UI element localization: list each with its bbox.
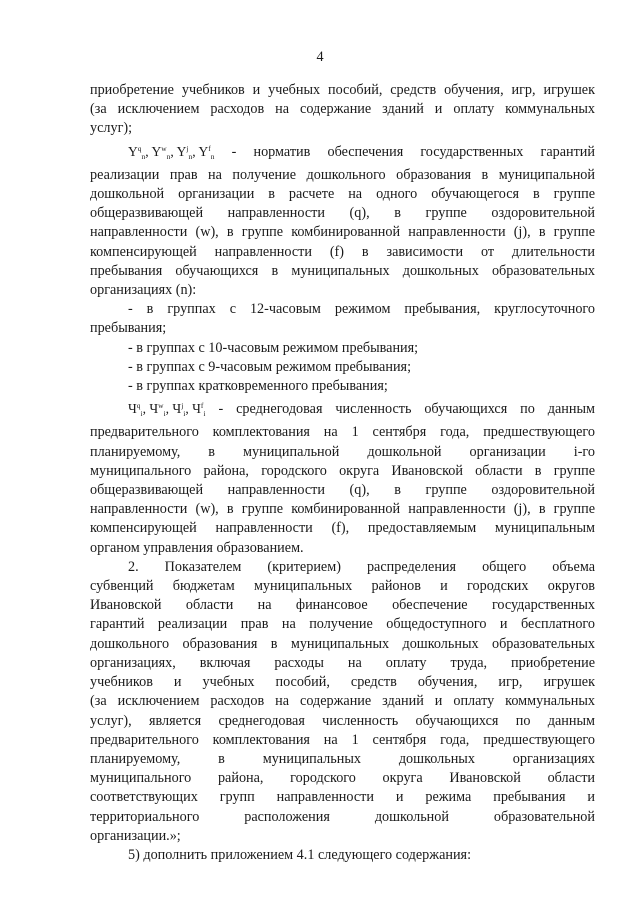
formula-ch-symbols — [128, 396, 206, 423]
text-line: гарантий реализации прав на получение общедоступного и бесплатного — [90, 616, 595, 633]
formula-separator: , — [192, 143, 199, 159]
text-line: муниципального района, городского округа Ивановской области в группе — [90, 462, 595, 479]
list-item: - в группах с 12-часовым режимом пребывания, круглосуточного — [128, 301, 595, 318]
text-line: - среднегодовая численность обучающихся по данным — [218, 401, 595, 418]
text-line: - норматив обеспечения государственных гарантий — [231, 143, 595, 160]
text-line: планируемому, в муниципальных дошкольных организациях — [90, 750, 595, 767]
formula-symbol: $Y^j_n$ — [176, 143, 193, 161]
text-line: дошкольной организации в расчете на одного обучающегося в группе — [90, 186, 595, 203]
paragraph-5-start: 5) дополнить приложением 4.1 следующего содержания: — [128, 846, 472, 863]
formula-symbol: $Y^w_n$ — [151, 143, 171, 161]
text-line: организациях (n): — [90, 282, 197, 299]
list-item: - в группах кратковременного пребывания; — [128, 378, 388, 395]
formula-separator: , — [145, 143, 152, 159]
list-item: - в группах с 10-часовым режимом пребывания; — [128, 339, 419, 356]
text-line: пребывания обучающихся в муниципальных дошкольных образовательных — [90, 262, 595, 279]
formula-y-symbols — [128, 139, 215, 166]
text-line: компенсирующей направленности (f) в зависимости от длительности — [90, 243, 595, 260]
document-body — [90, 81, 595, 865]
text-line: территориального расположения дошкольной образовательной — [90, 808, 595, 825]
formula-symbol: $Y^q_n$ — [128, 143, 146, 161]
list-item: - в группах с 9-часовым режимом пребывания; — [128, 358, 412, 375]
text-line: субвенций бюджетам муниципальных районов и городских округов — [90, 578, 595, 595]
text-line: (за исключением расходов на содержание зданий и оплату коммунальных — [90, 101, 595, 118]
text-line: учебников и учебных пособий, средств обучения, игр, игрушек — [90, 674, 595, 691]
formula-separator: , — [185, 401, 193, 417]
text-line: предварительного комплектования на 1 сентября года, предшествующего — [90, 424, 595, 441]
text-line: направленности (w), в группе комбинированной направленности (j), в группе — [90, 501, 595, 518]
text-line: приобретение учебников и учебных пособий, средств обучения, игр, игрушек — [90, 82, 595, 98]
paragraph-2-start: 2. Показателем (критерием) распределения общего объема — [128, 558, 595, 575]
text-line: пребывания; — [90, 320, 167, 337]
text-line: направленности (w), в группе комбинированной направленности (j), в группе — [90, 224, 595, 241]
text-line: услуг), является среднегодовая численность обучающихся по данным — [90, 712, 595, 729]
formula-symbol: $Y^f_n$ — [198, 143, 215, 161]
text-line: организации.»; — [90, 827, 181, 844]
text-line: предварительного комплектования на 1 сентября года, предшествующего — [90, 731, 595, 748]
text-line: услуг); — [90, 120, 133, 137]
formula-separator: , — [165, 401, 173, 417]
text-line: Ивановской области на финансовое обеспечение государственных — [90, 597, 595, 614]
text-line: организациях, включая расходы на оплату труда, приобретение — [90, 654, 595, 671]
formula-symbol: $Ч^w_i$ — [149, 401, 166, 419]
formula-symbol: $Ч^f_i$ — [192, 401, 206, 419]
text-line: дошкольного образования в муниципальных дошкольных образовательных — [90, 635, 595, 652]
formula-separator: , — [170, 143, 177, 159]
text-line: общеразвивающей направленности (q), в группе оздоровительной — [90, 482, 595, 499]
formula-line-ch — [90, 396, 595, 423]
formula-symbol: $Ч^j_i$ — [172, 401, 186, 419]
text-line: (за исключением расходов на содержание зданий и оплату коммунальных — [90, 693, 595, 710]
text-line: органом управления образованием. — [90, 539, 304, 556]
text-line: компенсирующей направленности (f), предоставляемым муниципальным — [90, 520, 595, 537]
text-line: муниципального района, городского округа Ивановской области — [90, 770, 595, 787]
formula-separator: , — [142, 401, 150, 417]
text-line: соответствующих групп направленности и режима пребывания и — [90, 789, 595, 806]
formula-symbol: $Ч^q_i$ — [128, 401, 143, 419]
text-line: планируемому, в муниципальной дошкольной организации i-го — [90, 443, 595, 460]
text-line: реализации прав на получение дошкольного образования в муниципальной — [90, 166, 595, 183]
text-line: общеразвивающей направленности (q), в группе оздоровительной — [90, 205, 595, 222]
formula-line-y — [90, 139, 595, 166]
page-number: 4 — [316, 49, 324, 65]
